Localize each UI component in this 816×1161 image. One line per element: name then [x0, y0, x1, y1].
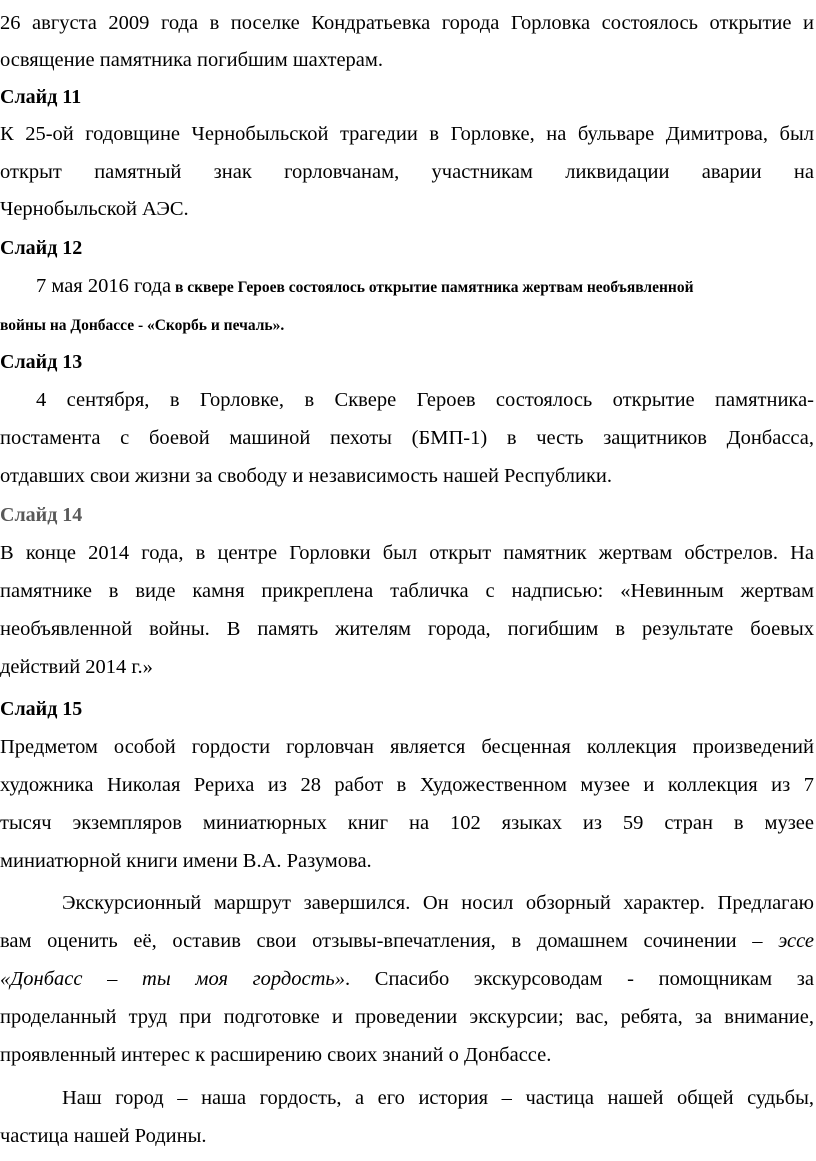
slide-14-heading: Слайд 14	[0, 504, 83, 526]
closing-line-2-text: вам оценить её, оставив свои отзывы-впечатления, в домашнем сочинении –	[0, 930, 779, 952]
slide-11-line-2: открыт памятный знак горловчанам, участникам ликвидации аварии на	[0, 161, 814, 183]
closing-line-5: проявленный интерес к расширению своих знаний о Донбассе.	[0, 1044, 552, 1066]
final-line-2: частица нашей Родины.	[0, 1125, 207, 1147]
slide-11-line-3: Чернобыльской АЭС.	[0, 198, 189, 220]
closing-essay-title: «Донбасс – ты моя гордость»	[0, 968, 345, 990]
slide-13-line-1: 4 сентября, в Горловке, в Сквере Героев состоялось открытие памятника-	[36, 389, 814, 411]
slide-13-line-2: постамента с боевой машиной пехоты (БМП-1) в честь защитников Донбасса,	[0, 427, 814, 449]
slide-14-line-3: необъявленной войны. В память жителям города, погибшим в результате боевых	[0, 618, 814, 640]
slide-12-text: в сквере Героев состоялось открытие памятника жертвам необъявленной	[171, 279, 694, 296]
slide-15-line-4: миниатюрной книги имени В.А. Разумова.	[0, 850, 372, 872]
intro-line-1: 26 августа 2009 года в поселке Кондратьевка города Горловка состоялось открытие и	[0, 12, 814, 34]
slide-11-heading: Слайд 11	[0, 86, 82, 108]
closing-essay-word: эссе	[778, 930, 814, 952]
slide-14-line-2: памятнике в виде камня прикреплена табличка с надписью: «Невинным жертвам	[0, 580, 814, 602]
slide-15-line-2: художника Николая Рериха из 28 работ в Художественном музее и коллекция из 7	[0, 774, 814, 796]
final-line-1: Наш город – наша гордость, а его история – частица нашей общей судьбы,	[62, 1087, 814, 1109]
slide-11-line-1: К 25-ой годовщине Чернобыльской трагедии в Горловке, на бульваре Димитрова, был	[0, 123, 814, 145]
slide-15-line-3: тысяч экземпляров миниатюрных книг на 102 языках из 59 стран в музее	[0, 812, 814, 834]
slide-12-line-2: войны на Донбассе - «Скорбь и печаль».	[0, 317, 285, 334]
slide-14-line-1: В конце 2014 года, в центре Горловки был открыт памятник жертвам обстрелов. На	[0, 542, 814, 564]
slide-13-heading: Слайд 13	[0, 351, 83, 373]
closing-line-2	[0, 928, 814, 954]
slide-12-line-1	[36, 273, 814, 301]
slide-15-line-1: Предметом особой гордости горловчан является бесценная коллекция произведений	[0, 736, 814, 758]
slide-12-heading: Слайд 12	[0, 237, 83, 259]
slide-15-heading: Слайд 15	[0, 698, 83, 720]
slide-12-date: 7 мая 2016 года	[36, 275, 172, 297]
intro-line-2: освящение памятника погибшим шахтерам.	[0, 49, 384, 71]
closing-line-3-text: . Спасибо экскурсоводам - помощникам за	[344, 968, 814, 990]
closing-line-4: проделанный труд при подготовке и проведении экскурсии; вас, ребята, за внимание,	[0, 1006, 814, 1028]
slide-13-line-3: отдавших свои жизни за свободу и независимость нашей Республики.	[0, 465, 613, 487]
closing-line-3	[0, 966, 814, 992]
slide-14-line-4: действий 2014 г.»	[0, 656, 153, 678]
closing-line-1: Экскурсионный маршрут завершился. Он носил обзорный характер. Предлагаю	[62, 892, 814, 914]
